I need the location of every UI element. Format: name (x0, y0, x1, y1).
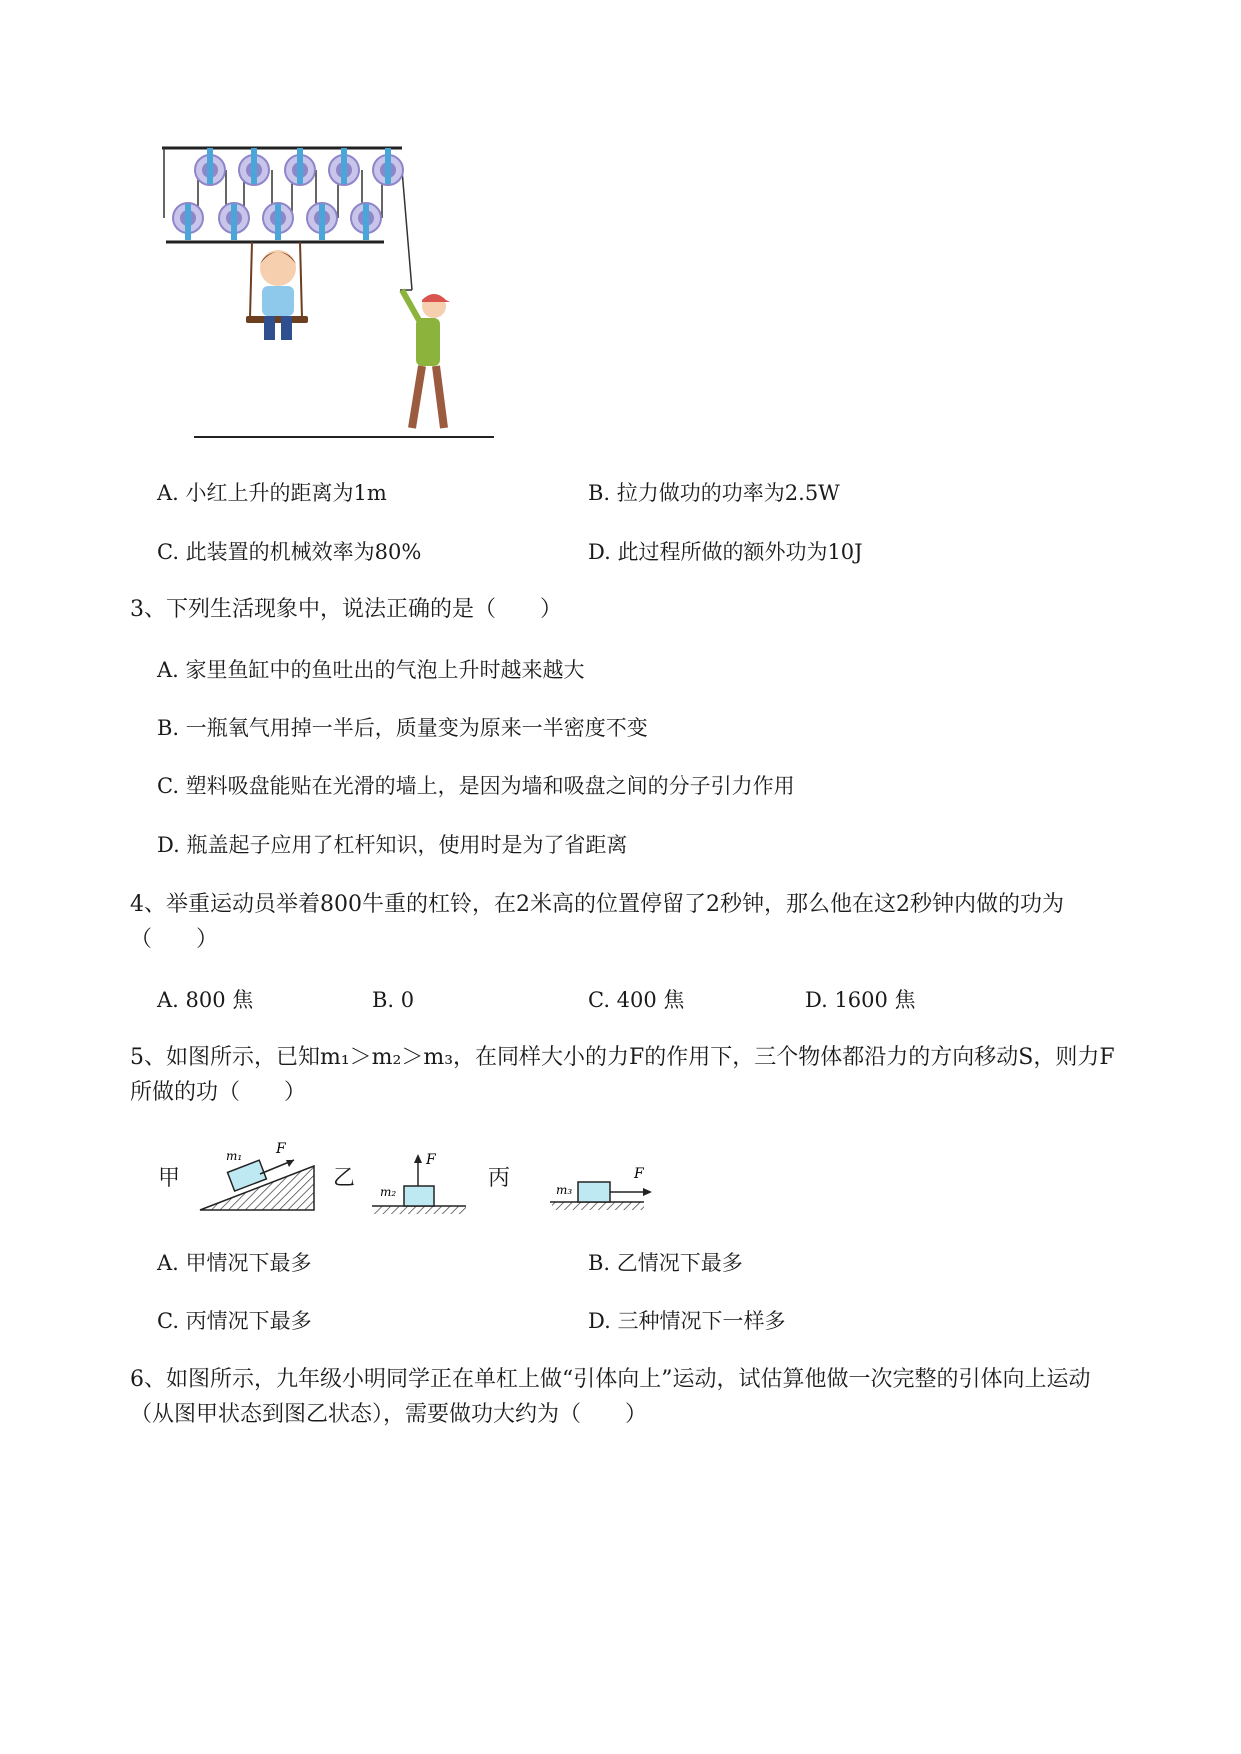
q4-option-b[interactable]: B. 0 (372, 988, 415, 1012)
q5-stem-line1: 5、如图所示，已知m₁＞m₂＞m₃，在同样大小的力F的作用下，三个物体都沿力的方向移动S，则力F (130, 1045, 1115, 1070)
incline-figure (196, 1140, 321, 1216)
q5-option-c[interactable]: C. 丙情况下最多 (157, 1309, 312, 1333)
q4-option-c[interactable]: C. 400 焦 (588, 988, 685, 1012)
q5-option-d[interactable]: D. 三种情况下一样多 (588, 1309, 786, 1333)
figure-label-jia: 甲 (158, 1166, 181, 1191)
force-label-bing: F (634, 1166, 644, 1182)
q3-option-a[interactable]: A. 家里鱼缸中的鱼吐出的气泡上升时越来越大 (157, 658, 585, 682)
q6-stem-line2: （从图甲状态到图乙状态），需要做功大约为（ ） (130, 1402, 648, 1427)
q2-option-b[interactable]: B. 拉力做功的功率为2.5W (588, 481, 840, 505)
q5-stem-line2: 所做的功（ ） (130, 1080, 307, 1105)
horizontal-force-figure (548, 1158, 656, 1216)
q4-stem-line2: （ ） (130, 927, 219, 952)
q3-stem: 3、下列生活现象中，说法正确的是（ ） (130, 597, 562, 622)
q6-stem-line1: 6、如图所示，九年级小明同学正在单杠上做“引体向上”运动，试估算他做一次完整的引体向上运动 (130, 1367, 1091, 1392)
q3-option-b[interactable]: B. 一瓶氧气用掉一半后，质量变为原来一半密度不变 (157, 716, 648, 740)
figure-label-bing: 丙 (488, 1166, 511, 1191)
q3-option-c[interactable]: C. 塑料吸盘能贴在光滑的墙上，是因为墙和吸盘之间的分子引力作用 (157, 774, 795, 798)
m3-label: m₃ (556, 1183, 573, 1197)
m1-label: m₁ (226, 1149, 243, 1163)
q5-option-a[interactable]: A. 甲情况下最多 (157, 1251, 312, 1275)
man-pulling-rope (400, 290, 450, 428)
q2-option-a[interactable]: A. 小红上升的距离为1m (157, 481, 387, 505)
vertical-force-figure (370, 1150, 468, 1220)
figure-label-yi: 乙 (333, 1166, 356, 1191)
force-label-yi: F (426, 1152, 436, 1168)
q2-option-c[interactable]: C. 此装置的机械效率为80% (157, 540, 422, 564)
q4-option-a[interactable]: A. 800 焦 (157, 988, 254, 1012)
force-label-jia: F (276, 1141, 286, 1157)
m2-label: m₂ (380, 1185, 397, 1199)
lower-pulleys (173, 203, 381, 240)
q4-option-d[interactable]: D. 1600 焦 (805, 988, 916, 1012)
q3-option-d[interactable]: D. 瓶盖起子应用了杠杆知识，使用时是为了省距离 (157, 833, 628, 857)
q5-option-b[interactable]: B. 乙情况下最多 (588, 1251, 743, 1275)
q2-option-d[interactable]: D. 此过程所做的额外功为10J (588, 540, 863, 564)
q4-stem-line1: 4、举重运动员举着800牛重的杠铃，在2米高的位置停留了2秒钟，那么他在这2秒钟内做的功为 (130, 892, 1064, 917)
child-on-swing (246, 242, 308, 340)
pulley-system-figure (150, 140, 510, 450)
